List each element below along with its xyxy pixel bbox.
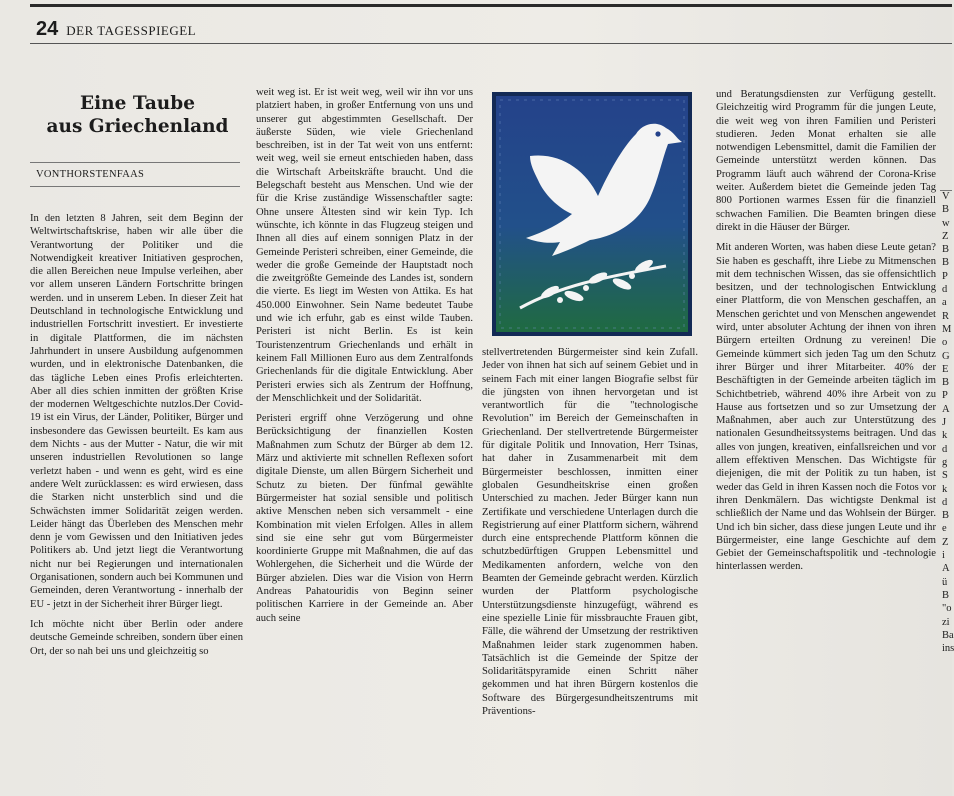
edge-fragment: M	[942, 323, 952, 335]
edge-fragment: Z	[942, 230, 949, 242]
edge-fragment: G	[942, 350, 950, 362]
edge-fragment: B	[942, 244, 950, 256]
edge-fragment: k	[942, 430, 948, 442]
edge-fragment: d	[942, 443, 948, 455]
paragraph: In den letzten 8 Jahren, seit dem Beginn der Weltwirtschaftskrise, haben wir alle über die Verantwortung der Politiker und die Notwendigkeit kreativer Initiativen gesprochen, die allen Bereichen neue Impulse verleihen, aber vor allem unseren Ländern Fortschritte bringen werden. und in unserem Leben. In dieser Zeit hat Deutschland in technologische Entwicklung und industriellen Fortschritt investiert. Er investierte in digitale Plattformen, die im nächsten Jahrhundert in unsere Ausbildung aufgenommen wurden, und in elektronische Datenbanken, die das tägliche Leben eines Profis erleichterten. Aber all dies schien inmitten der größten Krise der modernen Weltgeschichte nutzlos.Der Covid-19 ist ein Virus, der Länder, Politiker, Bürger und insbesondere das Gewissen beurteilt. Es kam aus dem Nichts - aus der Mutter - Natur, die wir mit unseren industriellen Revolutionen so lange verletzt haben - und wenn es geht, wird es eine andere Welt zurücklassen: es wird erwiesen, dass die Starken nicht unsterblich sind und die Schwächsten immer Solidarität zeigen werden. Leider hängt das Überleben des Menschen mehr denn je vom Gewissen und den Initiativen jedes Politikers ab. Und jetzt liegt die Verantwortung nicht nur bei Regierungen und internationalen Organisationen, sondern auch bei Kommunen und Gemeinden, deren Verantwortung - innerhalb der EU - jetzt in der Sicherheit ihrer Bürger liegt.	[30, 213, 243, 610]
edge-fragment: g	[942, 456, 948, 468]
edge-fragment: E	[942, 363, 949, 375]
edge-fragment: i	[942, 550, 945, 562]
dove-icon	[490, 90, 694, 338]
edge-fragment: A	[942, 563, 950, 575]
paragraph: Mit anderen Worten, was haben diese Leute getan? Sie haben es geschafft, ihre Liebe zu Mitmenschen mit dem technischen Wissen, das sie offensichtlich besitzen, und der technologischen Entwicklung einer Plattform, die von Menschen geschaffen, an Menschen gerichtet und von Menschen angewendet wird, unter absoluter Achtung der ihnen von ihren Bürgern erteilten Ordnung zu vereinen! Die Gemeinde kümmert sich jeden Tag um den Schutz ihrer Bürger und ihrer Mitarbeiter. 40% der Beschäftigten in der Gemeinde arbeiten täglich im Schichtbetrieb, während 40% ihre Arbeit von zu Hause aus fortsetzen und so zur Umsetzung der Maßnahmen, aber auch zur Unterstützung des nationalen Gesundheitssystems beitragen. Und das alles von jungen, kreativen, einfallsreichen und vor allem effektiven Menschen. Das Wichtigste für diejenigen, die mit der Politik zu tun haben, ist weder das Geld in ihren Kassen noch die Fotos vor ihren Denkmälern. Das wichtigste Denkmal ist schließlich der Name und das Wohlsein der Bürger. Und ich bin sicher, dass diese jungen Leute und ihr Bürgermeister, eine lange Geschichte auf dem Gebiet der Gemeinschaftspolitik und -technologie hinterlassen werden.	[716, 242, 936, 573]
edge-fragment: o	[942, 337, 948, 349]
edge-fragment: P	[942, 390, 948, 402]
dove-illustration	[490, 90, 694, 338]
edge-fragment: d	[942, 496, 948, 508]
edge-fragment: a	[942, 297, 947, 309]
edge-fragment: R	[942, 310, 950, 322]
article-headline	[30, 92, 245, 138]
edge-fragment: Ba	[942, 629, 954, 641]
edge-fragment: B	[942, 204, 950, 216]
byline-rule-bottom	[30, 186, 240, 187]
paragraph: weit weg ist. Er ist weit weg, weil wir ihn vor uns platziert haben, in großer Entfernung von uns und unserer gut abgestimmten Gesellschaft. Der äußerste Süden, wie viele Griechenland beschreiben, ist in der Tat weit von uns entfernt: weit weg, weil sie erneut entschieden haben, dass die Wirtschaft Arbeitskräfte braucht. Und die Belegschaft besteht aus Menschen. Und wie der für die Krise zuständige Wissenschaftler sagte: Ohne unsere Ältesten sind wir kein Typ. Ich wünschte, ich könnte in das Flugzeug steigen und Ihnen all dies auf einem sonnigen Platz in der Gemeinde Peristeri schreiben, einer Gemeinde, die weder die große Gemeinde der Hauptstadt noch die zweitgrößte Gemeinde des Landes ist, sondern die vierte. Es liegt im Westen von Attika. Es hat 450.000 Einwohner. Sein Name bedeutet Taube und wie ich erfuhr, gab es einst wilde Tauben. Peristeri ist nicht Berlin. Es ist kein Touristenzentrum Griechenlands und erhält in keinem Fall Millionen Euro aus dem Zentralfonds Griechenlands für die digitale Entwicklung. Aber Peristeri erwies sich als Zentrum der Hoffnung, der Menschlichkeit und der Solidarität.	[256, 87, 473, 404]
edge-fragment: k	[942, 483, 948, 495]
edge-fragment: d	[942, 284, 948, 296]
byline-rule-top	[30, 162, 240, 163]
paragraph: stellvertretenden Bürgermeister sind kein Zufall. Jeder von ihnen hat sich auf seinem Gebiet und in seinem Fach mit einer langen Biografie selbst für die jüngsten von ihnen hervorgetan und ist verantwortlich für die "technologische Revolution" im Bereich der Gemeinschaften in Griechenland. Der stellvertretende Bürgermeister für digitale Politik und Innovation, Herr Tsinas, hat daher in Zusammenarbeit mit dem Bürgermeister beschlossen, inmitten einer globalen Gesundheitskrise einen großen Unterschied zu machen. Jeder Bürger kann nun Zertifikate und verschiedene Unterlagen durch die Registrierung auf einer Plattform sichern, während durch eine entsprechende Plattform können die schutzbedürftigen Gruppen Lebensmittel und Medikamenten anfordern, welche von den Beamten der Gemeinde gebracht werden. Kürzlich wurden der Plattform psychologische Unterstützungsdienste hinzugefügt, während es eine spezielle Linie für missbrauchte Frauen gibt, Fälle, die während der Umsetzung der restriktiven Maßnahmen leider stark zugenommen haben. Tatsächlich ist die Gemeinde der Spitze der Solidaritätspyramide einen Schritt näher gekommen und hat ihren Bürgern kostenlos die Software des Bürgergesundheitszentrums mit Präventions-	[482, 347, 698, 718]
edge-fragment: B	[942, 510, 950, 522]
byline: VONTHORSTENFAAS	[36, 169, 145, 180]
edge-fragment: J	[942, 417, 947, 429]
headline-line-2: aus Griechenland	[46, 116, 229, 137]
headline-line-1: Eine Taube	[80, 93, 195, 114]
edge-fragment: V	[942, 191, 950, 202]
paragraph: und Beratungsdiensten zur Verfügung gestellt. Gleichzeitig wird Programm für die jungen Leute, die weit weg von ihren Familien und Peristeri studieren. Jeden Monat erhalten sie alle notwendigen Lebensmittel, damit die Familien der Gemeinde unterstützt werden können. Das Programm läuft auch während der Corona-Krise weiter. Außerdem bietet die Gemeinde jeden Tag 800 Portionen warmes Essen für die finanziell schwachen Familien. Die Beamten bringen diese direkt in die Häuser der Bürger.	[716, 89, 936, 233]
article-column-1	[30, 212, 243, 792]
paragraph: Peristeri ergriff ohne Verzögerung und ohne Berücksichtigung der finanziellen Kosten Maßnahmen zum Schutz der Bürger ab dem 12. März und aktivierte mit schnellen Reflexen sofort digitale Dienste, um allen Bürgern Sicherheit und Schutz zu bieten. Der fünfmal gewählte Bürgermeister hat sozial sensible und politisch aktive Menschen neben sich versammelt - eine Kombination mit vielen Erfolgen. Alles in allem sind sie eine sehr gut vom Bürgermeister koordinierte Gruppe mit Maßnahmen, die auf das Wohlergehen, die Sicherheit und die Würde der Bürger abzielen. Dies war die Vision von Herrn Andreas Pahatouridis von Beginn seiner politischen Karriere in der Gemeinde an. Aber auch seine	[256, 413, 473, 624]
edge-fragment: w	[942, 217, 950, 229]
adjacent-column-fragment	[942, 190, 954, 790]
edge-fragment: e	[942, 523, 947, 535]
top-border	[30, 4, 952, 7]
edge-fragment: ü	[942, 576, 948, 588]
newspaper-name: DER TAGESSPIEGEL	[66, 23, 197, 38]
edge-fragment: ins	[942, 643, 954, 655]
article-column-4	[716, 88, 936, 794]
edge-fragment: Z	[942, 536, 949, 548]
page-header	[36, 18, 196, 40]
edge-fragment: "o	[942, 603, 952, 615]
paragraph: Ich möchte nicht über Berlin oder andere deutsche Gemeinde schreiben, sondern über einen Ort, der so nah bei uns und gleichzeitig so	[30, 618, 243, 657]
article-column-3	[482, 346, 698, 792]
edge-fragment: S	[942, 470, 948, 482]
edge-fragment: P	[942, 270, 948, 282]
header-rule	[30, 43, 952, 44]
page-number: 24	[36, 18, 59, 40]
edge-fragment: B	[942, 377, 950, 389]
edge-fragment: A	[942, 403, 950, 415]
edge-fragment: B	[942, 589, 950, 601]
edge-fragment: B	[942, 257, 950, 269]
article-column-2	[256, 86, 473, 792]
edge-fragment: zi	[942, 616, 950, 628]
